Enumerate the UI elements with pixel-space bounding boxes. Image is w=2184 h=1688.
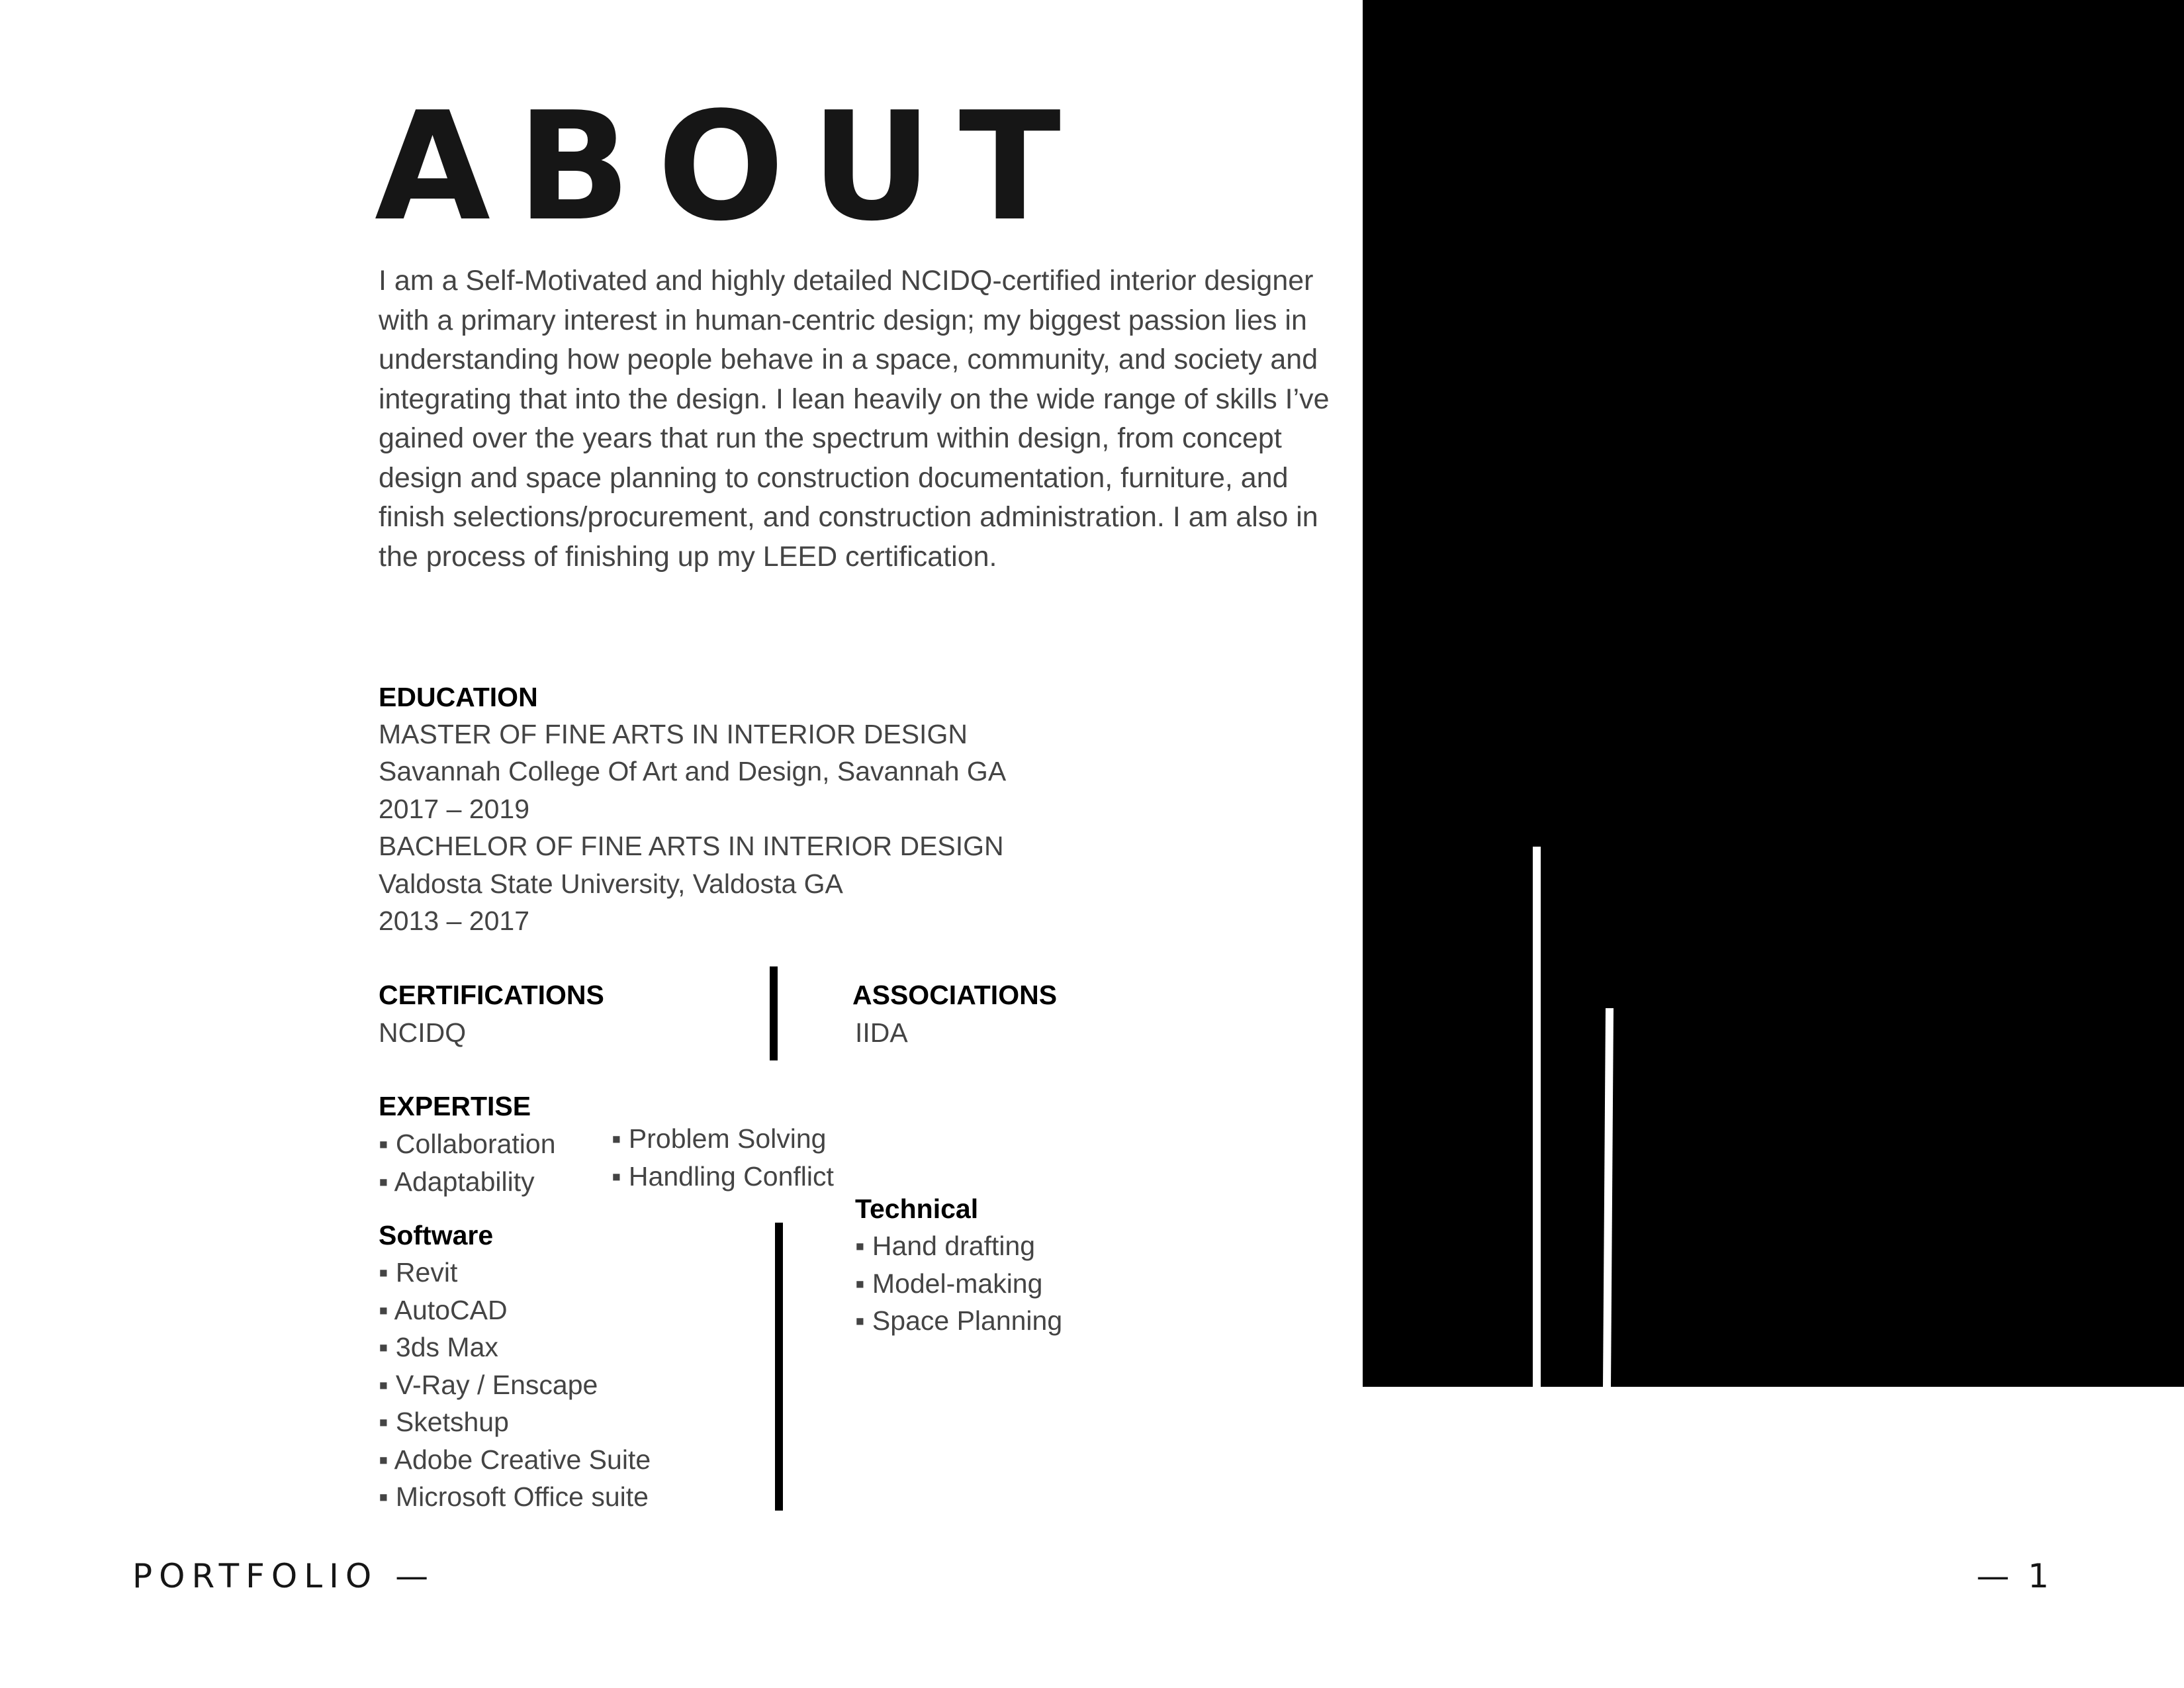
technical-list	[855, 1227, 1062, 1340]
software-item: ▪ V-Ray / Enscape	[379, 1369, 598, 1400]
education-degree-2: BACHELOR OF FINE ARTS IN INTERIOR DESIGN	[379, 831, 1004, 861]
software-divider	[775, 1223, 783, 1511]
footer-portfolio-label: PORTFOLIO —	[132, 1557, 435, 1595]
expertise-item: ▪ Handling Conflict	[612, 1160, 834, 1192]
education-school-1: Savannah College Of Art and Design, Savannah GA	[379, 756, 1007, 786]
expertise-item: ▪ Problem Solving	[612, 1123, 827, 1154]
education-years-2: 2013 – 2017	[379, 906, 530, 936]
education-years-1: 2017 – 2019	[379, 794, 530, 824]
expertise-item: ▪ Adaptability	[379, 1166, 535, 1197]
expertise-list-col2	[612, 1120, 834, 1195]
software-item: ▪ 3ds Max	[379, 1332, 498, 1362]
footer-page-number: — 1	[1976, 1557, 2053, 1595]
technical-item: ▪ Hand drafting	[855, 1231, 1036, 1261]
certifications-heading: CERTIFICATIONS	[379, 980, 604, 1010]
software-item: ▪ Microsoft Office suite	[379, 1481, 649, 1512]
software-heading: Software	[379, 1220, 494, 1250]
technical-item: ▪ Space Planning	[855, 1305, 1063, 1336]
decorative-white-line	[1603, 1008, 1614, 1387]
software-item: ▪ Revit	[379, 1257, 458, 1288]
education-degree-1: MASTER OF FINE ARTS IN INTERIOR DESIGN	[379, 719, 968, 749]
expertise-item: ▪ Collaboration	[379, 1129, 556, 1159]
technical-item: ▪ Model-making	[855, 1268, 1043, 1299]
expertise-heading: EXPERTISE	[379, 1091, 531, 1121]
software-list	[379, 1254, 651, 1516]
about-intro-paragraph: I am a Self-Motivated and highly detailed NCIDQ-certified interior designer with a primary interest in human-centric design; my biggest passion lies in understanding how people behave in a space, community, and society and integrating that into the design. I lean heavily on the wide range of skills I’ve gained over the years that run the spectrum within design, from concept design and space planning to construction documentation, furniture, and finish selections/procurement, and construction administration. I am also in the process of finishing up my LEED certification.	[379, 265, 1330, 573]
software-item: ▪ Adobe Creative Suite	[379, 1444, 651, 1475]
page-title: ABOUT	[375, 80, 1087, 254]
technical-heading: Technical	[855, 1194, 979, 1224]
certifications-value: NCIDQ	[379, 1017, 467, 1048]
software-item: ▪ Sketshup	[379, 1407, 509, 1437]
certifications-divider	[770, 966, 778, 1060]
software-item: ▪ AutoCAD	[379, 1294, 508, 1325]
education-school-2: Valdosta State University, Valdosta GA	[379, 868, 843, 899]
decorative-black-panel	[1363, 0, 2184, 1387]
associations-heading: ASSOCIATIONS	[852, 980, 1058, 1010]
education-heading: EDUCATION	[379, 682, 538, 712]
associations-value: IIDA	[855, 1017, 908, 1048]
expertise-list-col1	[379, 1125, 556, 1200]
decorative-white-line	[1533, 847, 1541, 1387]
